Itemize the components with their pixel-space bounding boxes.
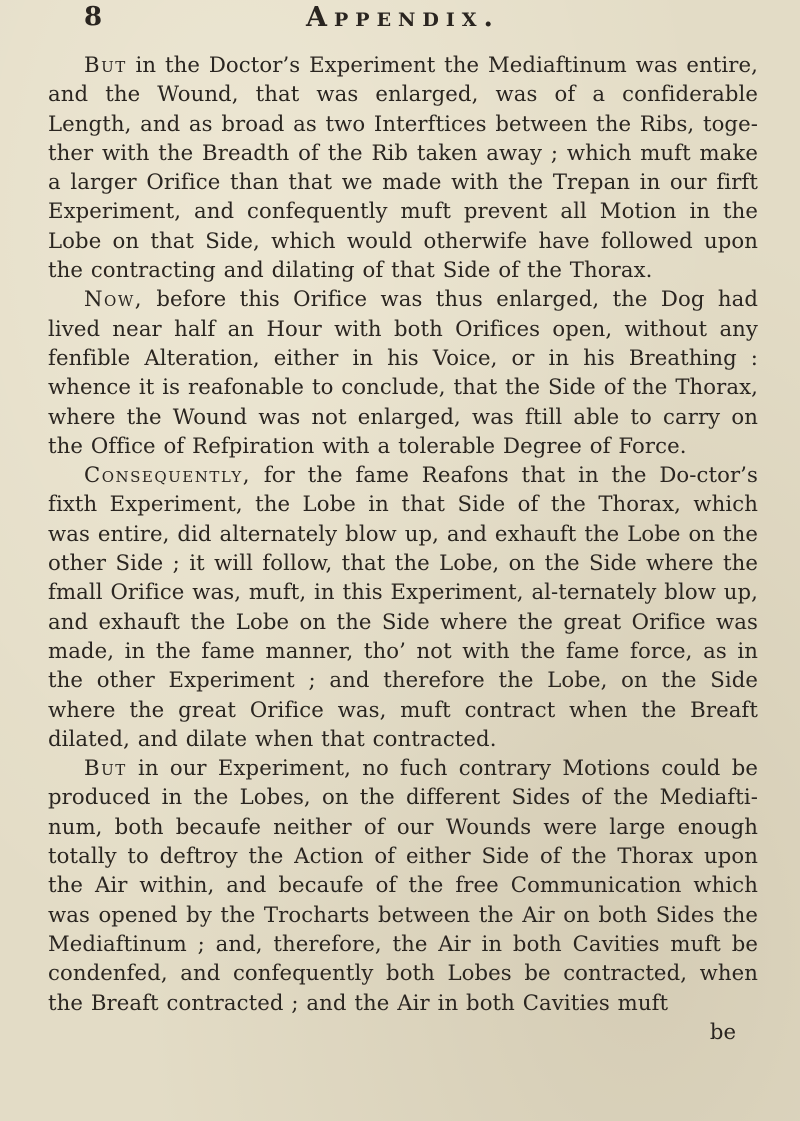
paragraph-2 bbox=[48, 284, 758, 460]
page-number: 8 bbox=[84, 2, 104, 32]
running-head bbox=[48, 0, 758, 50]
paragraph-text: before this Orifice was thus enlarged, the Dog had lived near half an Hour with both Orifices open, without any fenfible Alteration, either in his Voice, or in his Breathing : whence it is reafonable to conclude, that the Side of the Thorax, where the Wound was not enlarged, was ftill able to carry on the Office of Refpiration with a tolerable Degree of Force. bbox=[48, 286, 758, 458]
paragraph-lead: But bbox=[84, 52, 127, 77]
paragraph-lead: Consequently, bbox=[84, 462, 252, 488]
paragraph-lead: Now, bbox=[84, 286, 143, 312]
paragraph-text: for the fame Reafons that in the Do-ctor’s fixth Experiment, the Lobe in that Side of the Thorax, which was entire, did alternately blow up, and exhauft the Lobe on the other Side ; it will follow, that the Lobe, on the Side where the fmall Orifice was, muft, in this Experiment, al-ternately blow up, and exhauft the Lobe on the Side where the great Orifice was made, in the fame manner, tho’ not with the fame force, as in the other Experiment ; and therefore the Lobe, on the Side where the great Orifice was, muft contract when the Breaft dilated, and dilate when that contracted. bbox=[48, 462, 759, 751]
paragraph-text: in the Doctor’s Experiment the Mediaftinum was entire, and the Wound, that was enlarged, was of a confiderable Length, and as broad as two Interftices between the Ribs, toge-ther with the Breadth of the Rib taken away ; which muft make a larger Orifice than that we made with the Trepan in our firft Experiment, and confequently muft prevent all Motion in the Lobe on that Side, which would otherwife have followed upon the contracting and dilating of that Side of the Thorax. bbox=[48, 52, 758, 283]
running-title: Appendix. bbox=[306, 2, 500, 33]
body-text bbox=[48, 50, 758, 1046]
paragraph-lead: But bbox=[84, 755, 127, 781]
paragraph-4 bbox=[48, 753, 758, 1017]
paragraph-3 bbox=[48, 460, 758, 753]
catchword: be bbox=[709, 1018, 736, 1044]
paragraph-text: in our Experiment, no fuch contrary Motions could be produced in the Lobes, on the different Sides of the Mediafti-num, both becaufe neither of our Wounds were large enough totally to deftroy the Action of either Side of the Thorax upon the Air within, and becaufe of the free Communication which was opened by the Trocharts between the Air on both Sides the Mediaftinum ; and, therefore, the Air in both Cavities muft be condenfed, and confequently both Lobes be contracted, when the Breaft contracted ; and the Air in both Cavities muft bbox=[48, 755, 758, 1015]
paragraph-1 bbox=[48, 50, 758, 284]
